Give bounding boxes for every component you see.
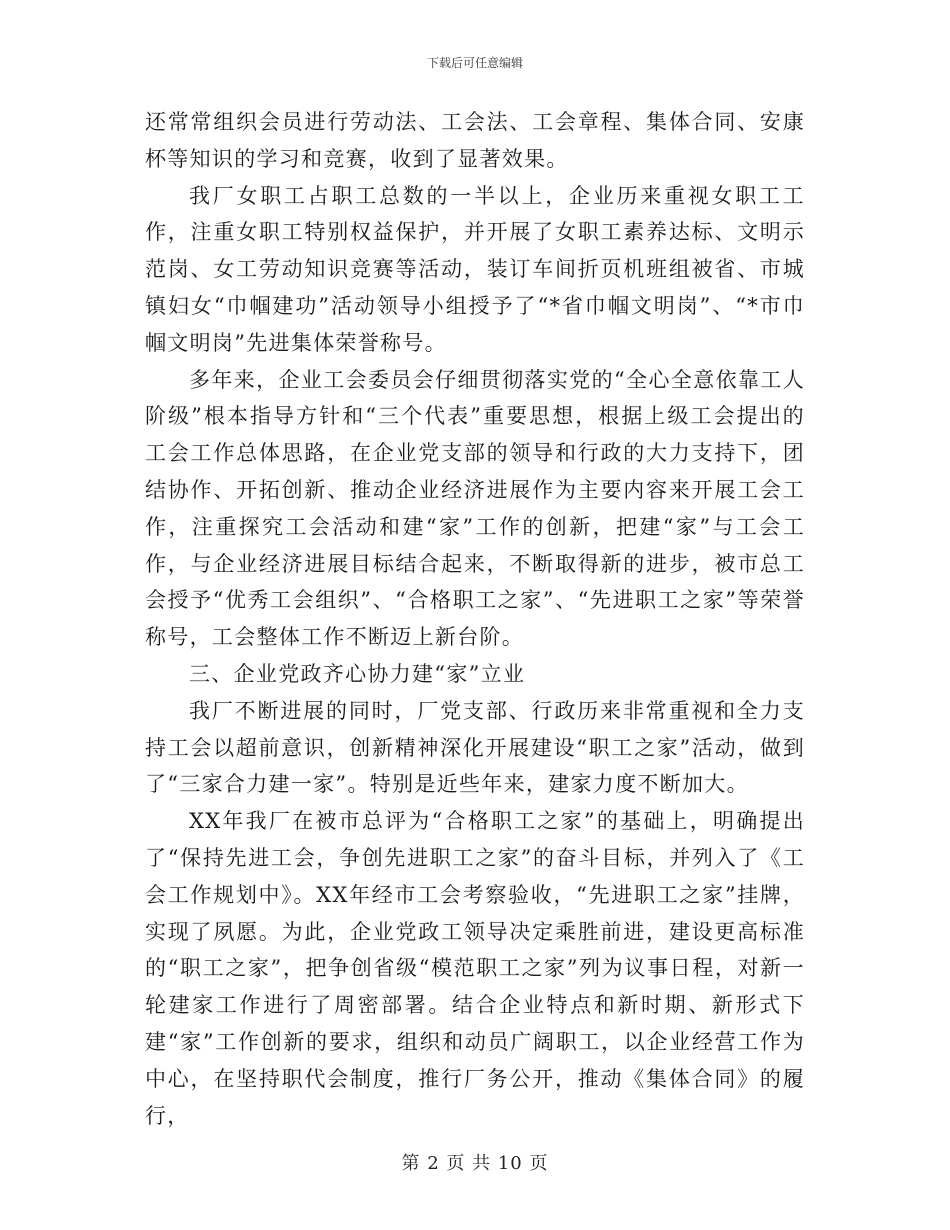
paragraph: 我厂不断进展的同时，厂党支部、行政历来非常重视和全力支持工会以超前意识，创新精神深化开展建设“职工之家”活动，做到了“三家合力建一家”。特别是近些年来，建家力度不断加大。 (145, 698, 805, 797)
paragraph: 多年来，企业工会委员会仔细贯彻落实党的“全心全意依靠工人阶级”根本指导方针和“三个代表”重要思想，根据上级工会提出的工会工作总体思路，在企业党支部的领导和行政的大力支持下，团结协作、开拓创新、推动企业经济进展作为主要内容来开展工会工作，注重探究工会活动和建“家”工作的创新，把建“家”与工会工作，与企业经济进展目标结合起来，不断取得新的进步，被市总工会授予“优秀工会组织”、“合格职工之家”、“先进职工之家”等荣誉称号，工会整体工作不断迈上新台阶。 (145, 367, 805, 650)
paragraph: XX年我厂在被市总评为“合格职工之家”的基础上，明确提出了“保持先进工会，争创先进职工之家”的奋斗目标，并列入了《工会工作规划中》。XX年经市工会考察验收，“先进职工之家”挂牌，实现了夙愿。为此，企业党政工领导决定乘胜前进，建设更高标准的“职工之家”，把争创省级“模范职工之家”列为议事日程，对新一轮建家工作进行了周密部署。结合企业特点和新时期、新形式下建“家”工作创新的要求，组织和动员广阔职工，以企业经营工作为中心，在坚持职代会制度，推行厂务公开，推动《集体合同》的履行， (145, 809, 805, 1128)
document-body (145, 104, 805, 1134)
paragraph: 我厂女职工占职工总数的一半以上，企业历来重视女职工工作，注重女职工特别权益保护，并开展了女职工素养达标、文明示范岗、女工劳动知识竞赛等活动，装订车间折页机班组被省、市城镇妇女“巾帼建功”活动领导小组授予了“*省巾帼文明岗”、“*市巾帼文明岗”先进集体荣誉称号。 (145, 183, 805, 355)
paragraph: 还常常组织会员进行劳动法、工会法、工会章程、集体合同、安康杯等知识的学习和竞赛，收到了显著效果。 (145, 110, 805, 171)
page-number: 第 2 页 共 10 页 (401, 1153, 549, 1174)
page-header: 下载后可任意编辑 (426, 56, 523, 70)
section-heading: 三、企业党政齐心协力建“家”立业 (189, 661, 526, 686)
